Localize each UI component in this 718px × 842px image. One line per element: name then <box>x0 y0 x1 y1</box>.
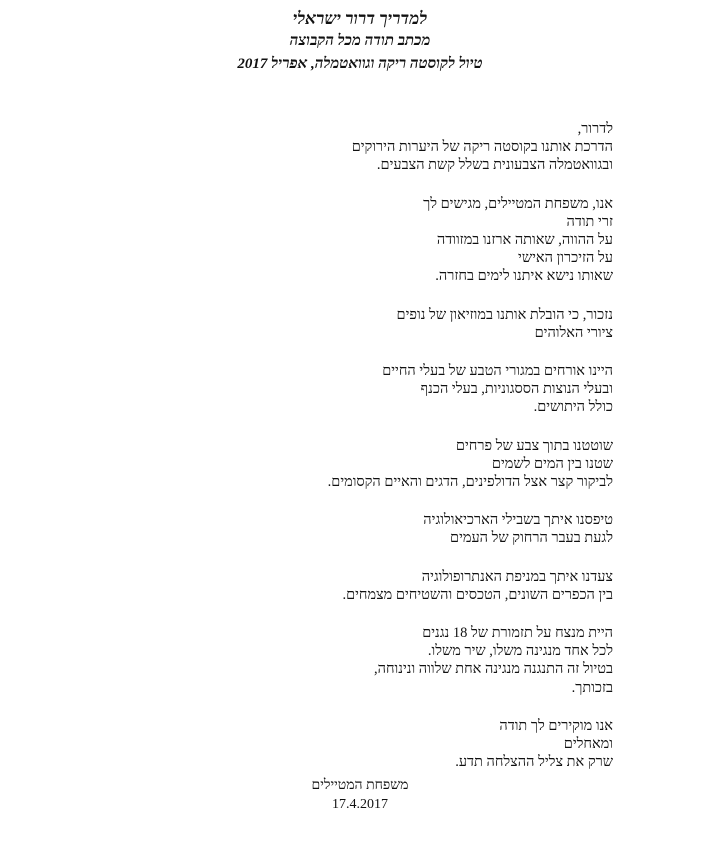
poem-line: ציורי האלוהים <box>534 324 613 341</box>
letter-title: למדריך דרור ישראלי <box>292 9 428 28</box>
signature-block <box>300 776 420 814</box>
poem-line: ומאחלים <box>563 736 613 753</box>
poem-line: היינו אורחים במגורי הטבע של בעלי החיים <box>382 363 613 380</box>
poem-line: ובגוואטמלה הצבעונית בשלל קשת הצבעים. <box>376 157 613 174</box>
poem-line: שטנו בין המים לשמים <box>491 455 613 472</box>
letter-body <box>193 120 613 791</box>
poem-line: בין הכפרים השונים, הטכסים והשטיחים מצמחים. <box>342 586 613 603</box>
poem-stanza <box>193 306 613 342</box>
poem-line: על ההווה, שאותה ארזנו במזוודה <box>436 232 613 249</box>
poem-line: שרק את צליל ההצלחה תדע. <box>455 754 613 771</box>
signature-from: משפחת המטיילים <box>311 778 409 793</box>
poem-stanza <box>193 624 613 697</box>
poem-line: בזכותך. <box>571 679 613 696</box>
poem-line: זרי תודה <box>566 213 613 230</box>
poem-line: אנו מוקירים לך תודה <box>499 717 613 734</box>
poem-stanza <box>193 362 613 417</box>
signature-date: 17.4.2017 <box>332 797 388 812</box>
greeting-stanza <box>193 120 613 175</box>
poem-line: שוטטנו בתוך צבע של פרחים <box>455 437 613 454</box>
poem-stanza <box>193 437 613 492</box>
poem-line: על הזיכרון האישי <box>518 250 613 267</box>
poem-line: שאותו נישא איתנו לימים בחזרה. <box>435 268 613 285</box>
poem-line: לביקור קצר אצל הדולפינים, הדגים והאיים הקסומים. <box>327 474 613 491</box>
poem-stanza <box>193 717 613 772</box>
poem-line: טיפסנו איתך בשבילי הארכיאולוגיה <box>423 512 613 529</box>
letter-subtitle: מכתב תודה מכל הקבוצה <box>289 33 431 49</box>
poem-line: צעדנו איתך במניפת האנתרופולוגיה <box>421 568 613 585</box>
poem-line: אנו, משפחת המטיילים, מגישים לך <box>423 195 613 212</box>
poem-line: נזכור, כי הובלת אותנו במוזיאון של נופים <box>396 306 613 323</box>
poem-stanza <box>193 511 613 547</box>
poem-line: היית מנצח על תזמורת של 18 נגנים <box>422 625 613 642</box>
poem-stanza <box>193 195 613 286</box>
greeting: לדרור, <box>577 121 613 137</box>
trip-description: טיול לקוסטה ריקה וגוואטמלה, אפריל 2017 <box>237 56 483 72</box>
poem-line: לגעת בעבר הרחוק של העמים <box>450 530 613 547</box>
poem-line: בטיול זה התנגנה מנגינה אחת שלווה ונינוחה, <box>373 661 613 678</box>
poem-stanza <box>193 568 613 604</box>
letter-header <box>150 8 570 75</box>
poem-line: הדרכת אותנו בקוסטה ריקה של היערות הירוקים <box>351 139 613 156</box>
poem-line: ובעלי הנוצות הססגוניות, בעלי הכנף <box>420 381 613 398</box>
poem-line: לכל אחד מנגינה משלו, שיר משלו. <box>427 643 613 660</box>
poem-line: כולל היתושים. <box>533 399 613 416</box>
